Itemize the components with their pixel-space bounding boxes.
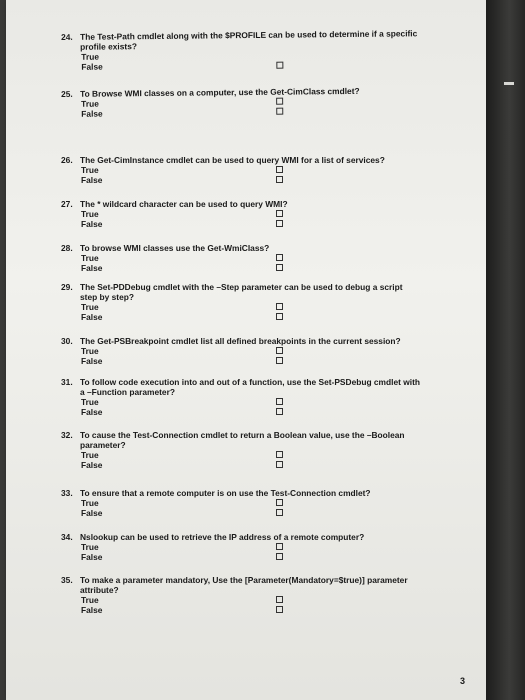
option-true: True (61, 346, 461, 356)
question-27 (61, 199, 461, 229)
checkbox-false[interactable] (276, 220, 283, 227)
question-text: To ensure that a remote computer is on use the Test-Connection cmdlet? (80, 488, 371, 498)
question-text-continued: step by step? (80, 292, 134, 302)
checkbox-true[interactable] (276, 166, 283, 173)
question-text-continued: profile exists? (80, 41, 137, 52)
option-true: True (61, 450, 461, 460)
question-number: 35. (61, 575, 73, 585)
option-true: True (61, 209, 461, 219)
question-32 (61, 430, 461, 470)
checkbox-false[interactable] (276, 62, 283, 69)
question-35 (61, 575, 461, 615)
edge-mark (504, 82, 514, 85)
page-edge-shadow (486, 0, 525, 700)
checkbox-false[interactable] (276, 357, 283, 364)
worksheet-page (6, 0, 486, 700)
option-false: False (61, 58, 461, 72)
question-text: To follow code execution into and out of a function, use the Set-PSDebug cmdlet with (80, 377, 420, 387)
option-true: True (61, 542, 461, 552)
question-31 (61, 377, 461, 417)
question-number: 33. (61, 488, 73, 498)
question-34 (61, 532, 461, 562)
question-text: Nslookup can be used to retrieve the IP address of a remote computer? (80, 532, 365, 542)
checkbox-false[interactable] (276, 108, 283, 115)
question-28 (61, 243, 461, 273)
question-text: The Set-PDDebug cmdlet with the –Step parameter can be used to debug a script (80, 282, 403, 292)
question-number: 24. (61, 31, 73, 42)
question-text: The Get-CimInstance cmdlet can be used to query WMI for a list of services? (80, 155, 385, 165)
option-false: False (61, 312, 461, 322)
checkbox-true[interactable] (276, 398, 283, 405)
option-false: False (61, 552, 461, 562)
option-true: True (61, 165, 461, 175)
question-25 (61, 85, 461, 119)
question-text-continued: attribute? (80, 585, 119, 595)
option-true: True (61, 95, 461, 109)
option-true: True (61, 595, 461, 605)
question-text-continued: a –Function parameter? (80, 387, 175, 397)
checkbox-false[interactable] (276, 176, 283, 183)
option-false: False (61, 407, 461, 417)
checkbox-false[interactable] (276, 509, 283, 516)
question-text: To cause the Test-Connection cmdlet to return a Boolean value, use the –Boolean (80, 430, 405, 440)
question-number: 29. (61, 282, 73, 292)
checkbox-true[interactable] (276, 210, 283, 217)
question-26 (61, 155, 461, 185)
checkbox-true[interactable] (276, 347, 283, 354)
option-false: False (61, 605, 461, 615)
question-text: The Get-PSBreakpoint cmdlet list all defined breakpoints in the current session? (80, 336, 401, 346)
question-text: To browse WMI classes use the Get-WmiClass? (80, 243, 270, 253)
checkbox-false[interactable] (276, 313, 283, 320)
checkbox-true[interactable] (276, 596, 283, 603)
option-false: False (61, 263, 461, 273)
question-number: 26. (61, 155, 73, 165)
question-text: The * wildcard character can be used to query WMI? (80, 199, 288, 209)
option-false: False (61, 219, 461, 229)
option-true: True (61, 498, 461, 508)
page-number: 3 (460, 676, 466, 686)
checkbox-false[interactable] (276, 264, 283, 271)
option-true: True (61, 397, 461, 407)
question-text: To make a parameter mandatory, Use the [Parameter(Mandatory=$true)] parameter (80, 575, 408, 585)
option-false: False (61, 356, 461, 366)
checkbox-false[interactable] (276, 606, 283, 613)
option-true: True (81, 51, 99, 62)
question-number: 32. (61, 430, 73, 440)
checkbox-false[interactable] (276, 408, 283, 415)
question-text-continued: parameter? (80, 440, 126, 450)
question-number: 34. (61, 532, 73, 542)
checkbox-true[interactable] (276, 254, 283, 261)
checkbox-true[interactable] (276, 543, 283, 550)
question-number: 27. (61, 199, 73, 209)
question-number: 30. (61, 336, 73, 346)
checkbox-false[interactable] (276, 553, 283, 560)
checkbox-true[interactable] (276, 98, 283, 105)
question-number: 25. (61, 88, 73, 99)
option-false: False (61, 105, 461, 119)
option-true: True (61, 302, 461, 312)
checkbox-true[interactable] (276, 499, 283, 506)
question-text: To Browse WMI classes on a computer, use the Get-CimClass cmdlet? (79, 85, 360, 99)
question-number: 28. (61, 243, 73, 253)
option-false: False (61, 175, 461, 185)
question-29 (61, 282, 461, 322)
checkbox-false[interactable] (276, 461, 283, 468)
checkbox-true[interactable] (276, 451, 283, 458)
question-33 (61, 488, 461, 518)
checkbox-true[interactable] (276, 303, 283, 310)
question-30 (61, 336, 461, 366)
option-false: False (61, 508, 461, 518)
question-24 (61, 28, 461, 72)
question-number: 31. (61, 377, 73, 387)
option-true: True (61, 253, 461, 263)
question-text: The Test-Path cmdlet along with the $PROFILE can be used to determine if a specific (79, 28, 418, 42)
option-false: False (61, 460, 461, 470)
